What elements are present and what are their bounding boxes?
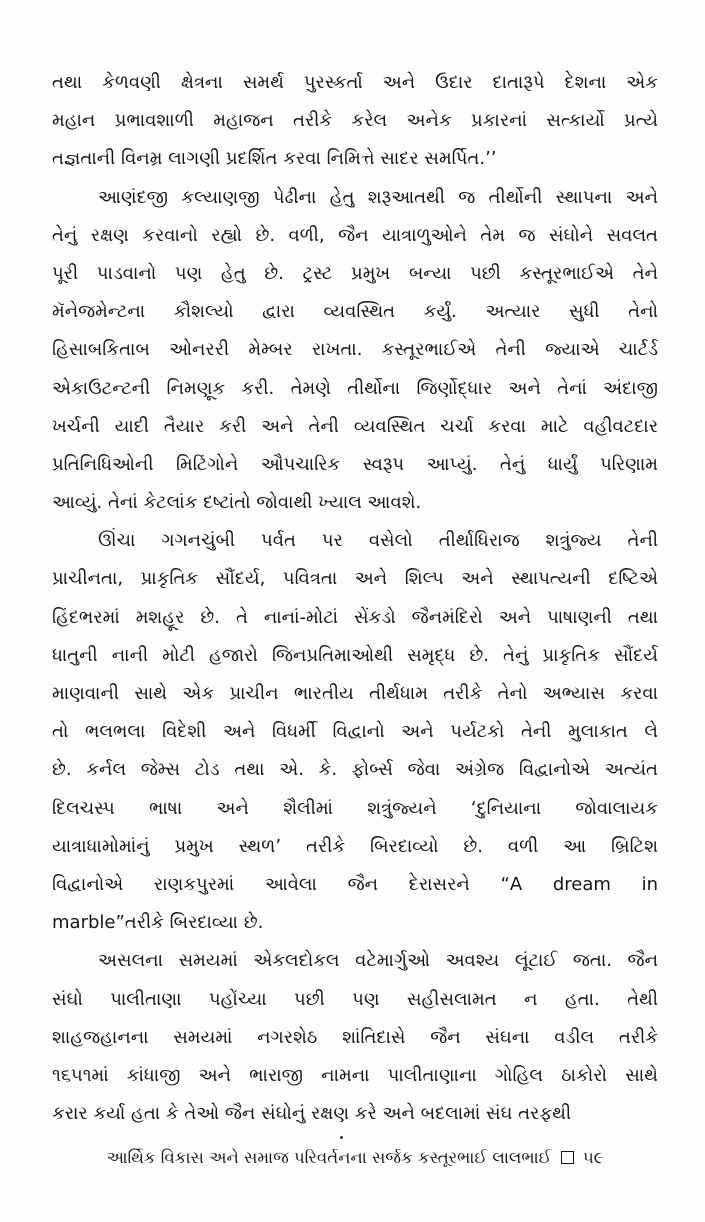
text-line: તજ્ઞતાની વિનમ્ર લાગણી પ્રદર્શિત કરવા નિમિત્તે સાદર સમર્પિત.’’ bbox=[52, 148, 497, 170]
text-line: સંઘો પાલીતાણા પહોંચ્યા પછી પણ સહીસલામત ન હતા. તેથી bbox=[52, 988, 658, 1010]
square-box-icon bbox=[561, 1151, 574, 1164]
text-line: મૅનેજમેન્ટના કૌશલ્યો દ્વારા વ્યવસ્થિત કર્યું. અત્યાર સુધી તેનો bbox=[52, 301, 658, 323]
text-line: યાત્રાધામોમાંનું પ્રમુખ સ્થળ’ તરીકે બિરદાવ્યો છે. વળી આ બ્રિટિશ bbox=[52, 835, 658, 857]
text-line: વિદ્વાનોએ રાણકપુરમાં આવેલા જૈન દેરાસરને “A dream in bbox=[52, 873, 658, 895]
text-line: શાહજહાનના સમયમાં નગરશેઠ શાંતિદાસે જૈન સંઘના વડીલ તરીકે bbox=[52, 1026, 658, 1048]
text-line: છે. કર્નલ જેમ્સ ટોડ તથા એ. કે. ફોર્બ્સ જેવા અંગ્રેજ વિદ્વાનોએ અત્યંત bbox=[52, 759, 658, 781]
text-line: કરાર કર્યા હતા કે તેઓ જૈન સંઘોનું રક્ષણ કરે અને બદલામાં સંઘ તરફથી bbox=[52, 1103, 572, 1125]
text-line: ધાતુની નાની મોટી હજારો જિનપ્રતિમાઓથી સમૃદ્ધ છે. તેનું પ્રાકૃતિક સૌંદર્ય bbox=[52, 644, 658, 666]
text-line: અસલના સમયમાં એકલદોકલ વટેમાર્ગુઓ અવશ્ય લૂંટાઈ જતા. જૈન bbox=[98, 950, 658, 972]
text-line: ખર્ચની યાદી તૈયાર કરી અને તેની વ્યવસ્થિત ચર્ચા કરવા માટે વહીવટદાર bbox=[52, 415, 658, 437]
text-line: marble”તરીકે બિરદાવ્યા છે. bbox=[52, 912, 264, 934]
text-line: પ્રતિનિધિઓની મિટિંગોને ઔપચારિક સ્વરૂપ આપ્યું. તેનું ધાર્યું પરિણામ bbox=[52, 453, 658, 475]
text-line: તો ભલભલા વિદેશી અને વિધર્મી વિદ્વાનો અને પર્યટકો તેની મુલાકાત લે bbox=[52, 721, 658, 743]
footer-title: આર્થિક વિકાસ અને સમાજ પરિવર્તનના સર્જક કસ્તૂરભાઈ લાલભાઈ bbox=[106, 1148, 552, 1167]
text-line: એકાઉટન્ટની નિમણૂક કરી. તેમણે તીર્થોના જિર્ણોદ્ધાર અને તેનાં અંદાજી bbox=[52, 377, 658, 399]
footer-dot bbox=[340, 1136, 343, 1139]
text-line: હિંદભરમાં મશહૂર છે. તે નાનાં-મોટાં સેંકડો જૈનમંદિરો અને પાષાણની તથા bbox=[52, 606, 658, 628]
text-line: ૧૬૫૧માં કાંધાજી અને ભારાજી નામના પાલીતાણાના ગોહિલ ઠાકોરો સાથે bbox=[52, 1064, 658, 1086]
page-footer bbox=[52, 1148, 658, 1168]
text-line: આવ્યું. તેનાં કેટલાંક દષ્ટાંતો જોવાથી ખ્યાલ આવશે. bbox=[52, 492, 422, 514]
text-line: હિસાબકિતાબ ઓનરરી મેમ્બર રાખતા. કસ્તૂરભાઈએ તેની જ્યાએ ચાર્ટર્ડ bbox=[52, 339, 658, 361]
text-line: તેનું રક્ષણ કરવાનો રહ્યો છે. વળી, જૈન યાત્રાળુઓને તેમ જ સંઘોને સવલત bbox=[52, 224, 658, 246]
page-number: ૫૯ bbox=[582, 1148, 604, 1167]
body-text bbox=[52, 64, 658, 1133]
text-line: મહાન પ્રભાવશાળી મહાજન તરીકે કરેલ અનેક પ્રકારનાં સત્કાર્યો પ્રત્યે bbox=[52, 110, 658, 132]
text-line: પૂરી પાડવાનો પણ હેતુ છે. ટ્રસ્ટ પ્રમુખ બન્યા પછી કસ્તૂરભાઈએ તેને bbox=[52, 262, 658, 284]
text-line: આણંદજી કલ્યાણજી પેઢીના હેતુ શરૂઆતથી જ તીર્થોની સ્થાપના અને bbox=[98, 186, 658, 208]
text-line: પ્રાચીનતા, પ્રાકૃતિક સૌંદર્ય, પવિત્રતા અને શિલ્પ અને સ્થાપત્યની દષ્ટિએ bbox=[52, 568, 658, 590]
text-line: દિલચસ્પ ભાષા અને શૈલીમાં શત્રુંજ્યને ‘દુનિયાના જોવાલાયક bbox=[52, 797, 658, 819]
text-line: માણવાની સાથે એક પ્રાચીન ભારતીય તીર્થધામ તરીકે તેનો અભ્યાસ કરવા bbox=[52, 683, 658, 704]
text-line: તથા કેળવણી ક્ષેત્રના સમર્થ પુરસ્કર્તા અને ઉદાર દાતારૂપે દેશના એક bbox=[52, 72, 658, 93]
text-line: ઊંચા ગગનચુંબી પર્વત પર વસેલો તીર્થાધિરાજ શત્રુંજ્ય તેની bbox=[98, 530, 658, 552]
